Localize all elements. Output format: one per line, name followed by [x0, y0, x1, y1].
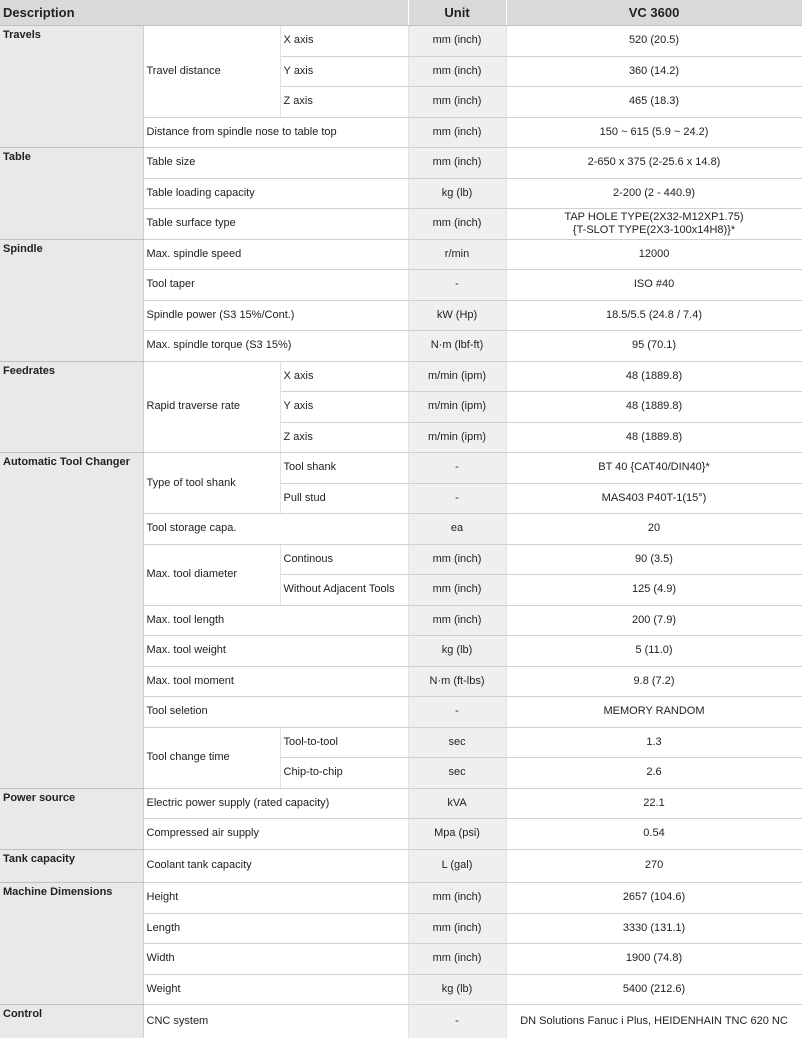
value-cell: 2657 (104.6) [506, 883, 802, 914]
unit-cell: m/min (ipm) [408, 422, 506, 453]
item-cell: Length [143, 913, 408, 944]
unit-cell: - [408, 483, 506, 514]
unit-cell: mm (inch) [408, 944, 506, 975]
table-row [0, 453, 802, 484]
value-cell: TAP HOLE TYPE(2X32-M12XP1.75) {T-SLOT TYPE(2X3-100x14H8)}* [506, 209, 802, 240]
value-cell: 200 (7.9) [506, 605, 802, 636]
value-cell: DN Solutions Fanuc i Plus, HEIDENHAIN TNC 620 NC [506, 1005, 802, 1038]
value-cell: 1.3 [506, 727, 802, 758]
unit-cell: sec [408, 758, 506, 789]
header-row [0, 0, 802, 26]
value-cell: 95 (70.1) [506, 331, 802, 362]
unit-cell: mm (inch) [408, 544, 506, 575]
item-cell: Table surface type [143, 209, 408, 240]
value-cell: 5400 (212.6) [506, 974, 802, 1005]
unit-cell: kg (lb) [408, 636, 506, 667]
subitem-cell: Y axis [280, 392, 408, 423]
subitem-cell: Chip-to-chip [280, 758, 408, 789]
table-row [0, 788, 802, 819]
unit-cell: mm (inch) [408, 87, 506, 118]
item-cell: Max. tool weight [143, 636, 408, 667]
subitem-cell: Z axis [280, 422, 408, 453]
item-cell: Table size [143, 148, 408, 179]
subitem-cell: Y axis [280, 56, 408, 87]
item-cell: Travel distance [143, 26, 280, 118]
unit-cell: - [408, 453, 506, 484]
table-row [0, 361, 802, 392]
value-cell: 2.6 [506, 758, 802, 789]
value-cell: 2-200 (2 - 440.9) [506, 178, 802, 209]
item-cell: Distance from spindle nose to table top [143, 117, 408, 148]
unit-cell: kW (Hp) [408, 300, 506, 331]
unit-cell: mm (inch) [408, 148, 506, 179]
subitem-cell: Tool-to-tool [280, 727, 408, 758]
unit-cell: N·m (lbf-ft) [408, 331, 506, 362]
value-cell: MAS403 P40T-1(15°) [506, 483, 802, 514]
value-cell: 48 (1889.8) [506, 422, 802, 453]
table-row [0, 239, 802, 270]
item-cell: Max. tool length [143, 605, 408, 636]
unit-cell: N·m (ft-lbs) [408, 666, 506, 697]
header-unit: Unit [408, 0, 506, 26]
table-row [0, 1005, 802, 1038]
subitem-cell: X axis [280, 361, 408, 392]
subitem-cell: X axis [280, 26, 408, 57]
table-row [0, 883, 802, 914]
item-cell: Max. spindle torque (S3 15%) [143, 331, 408, 362]
unit-cell: r/min [408, 239, 506, 270]
unit-cell: mm (inch) [408, 605, 506, 636]
subitem-cell: Continous [280, 544, 408, 575]
subitem-cell: Z axis [280, 87, 408, 118]
item-cell: Compressed air supply [143, 819, 408, 850]
value-cell: 9.8 (7.2) [506, 666, 802, 697]
value-cell: 0.54 [506, 819, 802, 850]
value-cell: 2-650 x 375 (2-25.6 x 14.8) [506, 148, 802, 179]
subitem-cell: Pull stud [280, 483, 408, 514]
value-cell: 270 [506, 849, 802, 883]
value-cell: BT 40 {CAT40/DIN40}* [506, 453, 802, 484]
unit-cell: kVA [408, 788, 506, 819]
category-cell: Machine Dimensions [0, 883, 143, 1005]
item-cell: Max. tool diameter [143, 544, 280, 605]
category-cell: Travels [0, 26, 143, 148]
unit-cell: mm (inch) [408, 117, 506, 148]
item-cell: Electric power supply (rated capacity) [143, 788, 408, 819]
unit-cell: ea [408, 514, 506, 545]
value-cell: 1900 (74.8) [506, 944, 802, 975]
unit-cell: - [408, 1005, 506, 1038]
value-cell: 48 (1889.8) [506, 392, 802, 423]
category-cell: Control [0, 1005, 143, 1038]
item-cell: Max. tool moment [143, 666, 408, 697]
value-cell: 48 (1889.8) [506, 361, 802, 392]
category-cell: Spindle [0, 239, 143, 361]
subitem-cell: Without Adjacent Tools [280, 575, 408, 606]
category-cell: Table [0, 148, 143, 240]
category-cell: Power source [0, 788, 143, 849]
item-cell: Coolant tank capacity [143, 849, 408, 883]
item-cell: Table loading capacity [143, 178, 408, 209]
item-cell: Height [143, 883, 408, 914]
unit-cell: m/min (ipm) [408, 392, 506, 423]
header-description: Description [0, 0, 408, 26]
item-cell: Weight [143, 974, 408, 1005]
value-cell: ISO #40 [506, 270, 802, 301]
value-cell: 125 (4.9) [506, 575, 802, 606]
item-cell: Spindle power (S3 15%/Cont.) [143, 300, 408, 331]
category-cell: Feedrates [0, 361, 143, 453]
unit-cell: mm (inch) [408, 209, 506, 240]
unit-cell: Mpa (psi) [408, 819, 506, 850]
value-cell: 12000 [506, 239, 802, 270]
item-cell: Tool storage capa. [143, 514, 408, 545]
unit-cell: sec [408, 727, 506, 758]
table-row [0, 148, 802, 179]
unit-cell: mm (inch) [408, 913, 506, 944]
item-cell: Width [143, 944, 408, 975]
item-cell: Tool taper [143, 270, 408, 301]
table-row [0, 849, 802, 883]
value-cell: 22.1 [506, 788, 802, 819]
unit-cell: - [408, 697, 506, 728]
value-cell: 90 (3.5) [506, 544, 802, 575]
unit-cell: mm (inch) [408, 575, 506, 606]
value-cell: 3330 (131.1) [506, 913, 802, 944]
category-cell: Automatic Tool Changer [0, 453, 143, 789]
unit-cell: m/min (ipm) [408, 361, 506, 392]
table-row [0, 26, 802, 57]
item-cell: Tool change time [143, 727, 280, 788]
value-cell: 360 (14.2) [506, 56, 802, 87]
value-cell: 465 (18.3) [506, 87, 802, 118]
header-model: VC 3600 [506, 0, 802, 26]
value-cell: 520 (20.5) [506, 26, 802, 57]
unit-cell: L (gal) [408, 849, 506, 883]
item-cell: Max. spindle speed [143, 239, 408, 270]
category-cell: Tank capacity [0, 849, 143, 883]
subitem-cell: Tool shank [280, 453, 408, 484]
unit-cell: kg (lb) [408, 974, 506, 1005]
unit-cell: mm (inch) [408, 26, 506, 57]
item-cell: CNC system [143, 1005, 408, 1038]
unit-cell: - [408, 270, 506, 301]
value-cell: 150 ~ 615 (5.9 ~ 24.2) [506, 117, 802, 148]
item-cell: Type of tool shank [143, 453, 280, 514]
value-cell: 5 (11.0) [506, 636, 802, 667]
unit-cell: mm (inch) [408, 56, 506, 87]
spec-body [0, 26, 802, 1038]
value-cell: MEMORY RANDOM [506, 697, 802, 728]
unit-cell: mm (inch) [408, 883, 506, 914]
item-cell: Tool seletion [143, 697, 408, 728]
item-cell: Rapid traverse rate [143, 361, 280, 453]
value-cell: 18.5/5.5 (24.8 / 7.4) [506, 300, 802, 331]
unit-cell: kg (lb) [408, 178, 506, 209]
value-cell: 20 [506, 514, 802, 545]
